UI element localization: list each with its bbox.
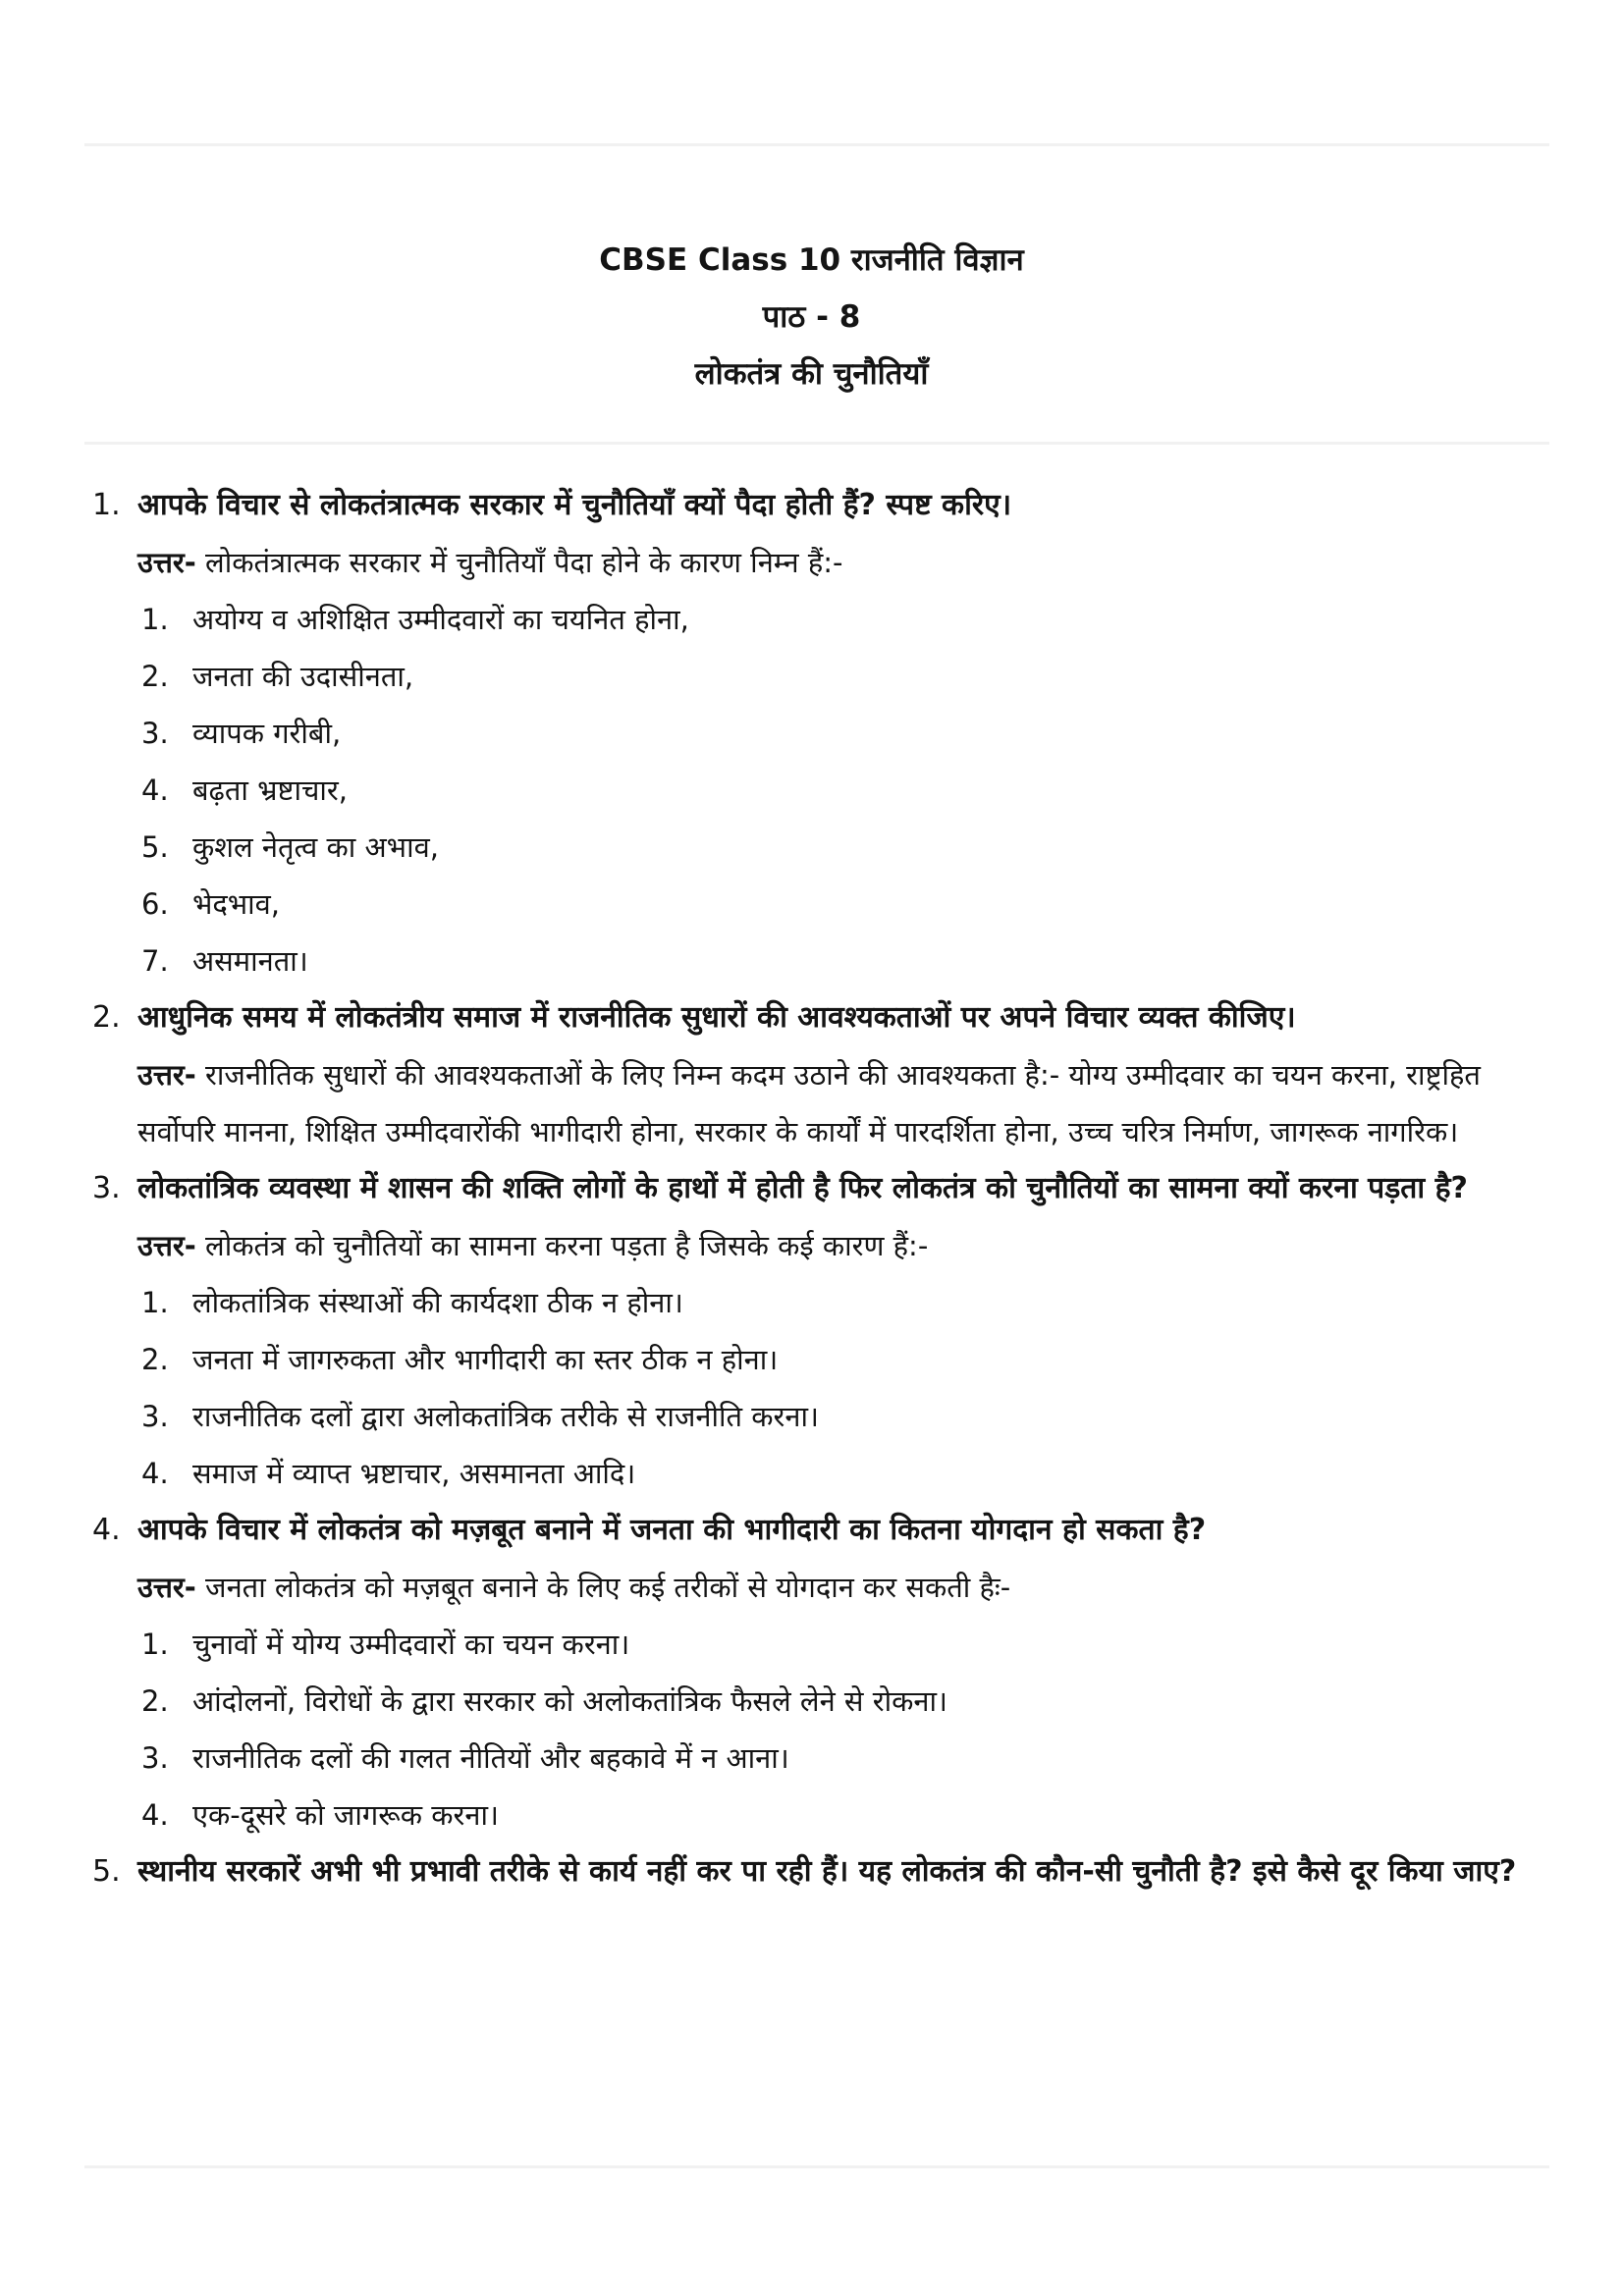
header-divider <box>84 442 1549 445</box>
question-3 <box>92 1160 1536 1502</box>
list-item: 2. जनता की उदासीनता, <box>141 660 414 693</box>
document-title: CBSE Class 10 राजनीति विज्ञान <box>599 242 1024 278</box>
answer <box>137 1046 1536 1160</box>
question-text: आपके विचार से लोकतंत्रात्मक सरकार में चुनौतियाँ क्यों पैदा होती हैं? स्पष्ट करिए। <box>137 488 1012 522</box>
question-text: आधुनिक समय में लोकतंत्रीय समाज में राजनीतिक सुधारों की आवश्यकताओं पर अपने विचार व्यक्त कीजिए। <box>137 1000 1296 1035</box>
question-number: 4. <box>92 1513 121 1547</box>
question-number: 3. <box>92 1171 121 1205</box>
document-header <box>0 232 1623 402</box>
question-number: 1. <box>92 488 121 522</box>
answer-list <box>137 591 1536 989</box>
question-text: स्थानीय सरकारें अभी भी प्रभावी तरीके से कार्य नहीं कर पा रही हैं। यह लोकतंत्र की कौन-सी चुनौती है? इसे कैसे दूर किया जाए? <box>137 1854 1517 1889</box>
list-item: 4. बढ़ता भ्रष्टाचार, <box>141 774 348 807</box>
list-item: 1. अयोग्य व अशिक्षित उम्मीदवारों का चयनित होना, <box>141 603 689 636</box>
list-item: 3. व्यापक गरीबी, <box>141 717 342 750</box>
list-item: 3. राजनीतिक दलों की गलत नीतियों और बहकावे में न आना। <box>141 1741 789 1775</box>
question-text: लोकतांत्रिक व्यवस्था में शासन की शक्ति लोगों के हाथों में होती है फिर लोकतंत्र को चुनौतियों का सामना क्यों करना पड़ता है? <box>137 1171 1468 1205</box>
answer-list <box>137 1274 1536 1502</box>
top-divider <box>84 143 1549 146</box>
list-item: 1. चुनावों में योग्य उम्मीदवारों का चयन करना। <box>141 1628 630 1661</box>
answer-text: जनता लोकतंत्र को मज़बूत बनाने के लिए कई तरीकों से योगदान कर सकती हैः- <box>195 1571 1011 1604</box>
list-item: 2. आंदोलनों, विरोधों के द्वारा सरकार को अलोकतांत्रिक फैसले लेने से रोकना। <box>141 1684 947 1718</box>
answer <box>137 1559 1536 1616</box>
answer-label: उत्तर- <box>137 1571 196 1604</box>
chapter-number: पाठ - 8 <box>762 299 861 335</box>
question-number: 2. <box>92 1000 121 1035</box>
question-number: 5. <box>92 1854 121 1889</box>
question-text: आपके विचार में लोकतंत्र को मज़बूत बनाने में जनता की भागीदारी का कितना योगदान हो सकता है? <box>137 1513 1207 1547</box>
answer-text: राजनीतिक सुधारों की आवश्यकताओं के लिए निम्न कदम उठाने की आवश्यकता है:- योग्य उम्मीदवार का चयन करना, राष्ट्रहित सर्वोपरि मानना, शिक्षित उम्मीदवारोंकी भागीदारी होना, सरकार के कार्यों में पारदर्शिता होना, उच्च चरित्र निर्माण, जागरूक नागरिक। <box>137 1058 1481 1148</box>
question-2 <box>92 989 1536 1160</box>
question-5 <box>92 1843 1536 1900</box>
question-list <box>92 477 1536 1900</box>
list-item: 1. लोकतांत्रिक संस्थाओं की कार्यदशा ठीक न होना। <box>141 1286 683 1319</box>
footer-divider <box>84 2165 1549 2168</box>
answer <box>137 534 1536 591</box>
answer-text: लोकतंत्र को चुनौतियों का सामना करना पड़ता है जिसके कई कारण हैं:- <box>195 1229 929 1262</box>
answer-label: उत्तर- <box>137 546 196 579</box>
list-item: 4. एक-दूसरे को जागरूक करना। <box>141 1798 499 1832</box>
question-4 <box>92 1502 1536 1843</box>
list-item: 6. भेदभाव, <box>141 887 281 921</box>
answer-text: लोकतंत्रात्मक सरकार में चुनौतियाँ पैदा होने के कारण निम्न हैं:- <box>195 546 843 579</box>
chapter-title: लोकतंत्र की चुनौतियाँ <box>694 356 929 392</box>
list-item: 5. कुशल नेतृत्व का अभाव, <box>141 830 439 864</box>
answer <box>137 1217 1536 1274</box>
answer-list <box>137 1616 1536 1843</box>
answer-label: उत्तर- <box>137 1058 196 1092</box>
question-1 <box>92 477 1536 989</box>
list-item: 2. जनता में जागरुकता और भागीदारी का स्तर ठीक न होना। <box>141 1343 779 1376</box>
answer-label: उत्तर- <box>137 1229 196 1262</box>
list-item: 4. समाज में व्याप्त भ्रष्टाचार, असमानता आदि। <box>141 1457 636 1490</box>
list-item: 3. राजनीतिक दलों द्वारा अलोकतांत्रिक तरीके से राजनीति करना। <box>141 1400 819 1433</box>
list-item: 7. असमानता। <box>141 944 308 978</box>
